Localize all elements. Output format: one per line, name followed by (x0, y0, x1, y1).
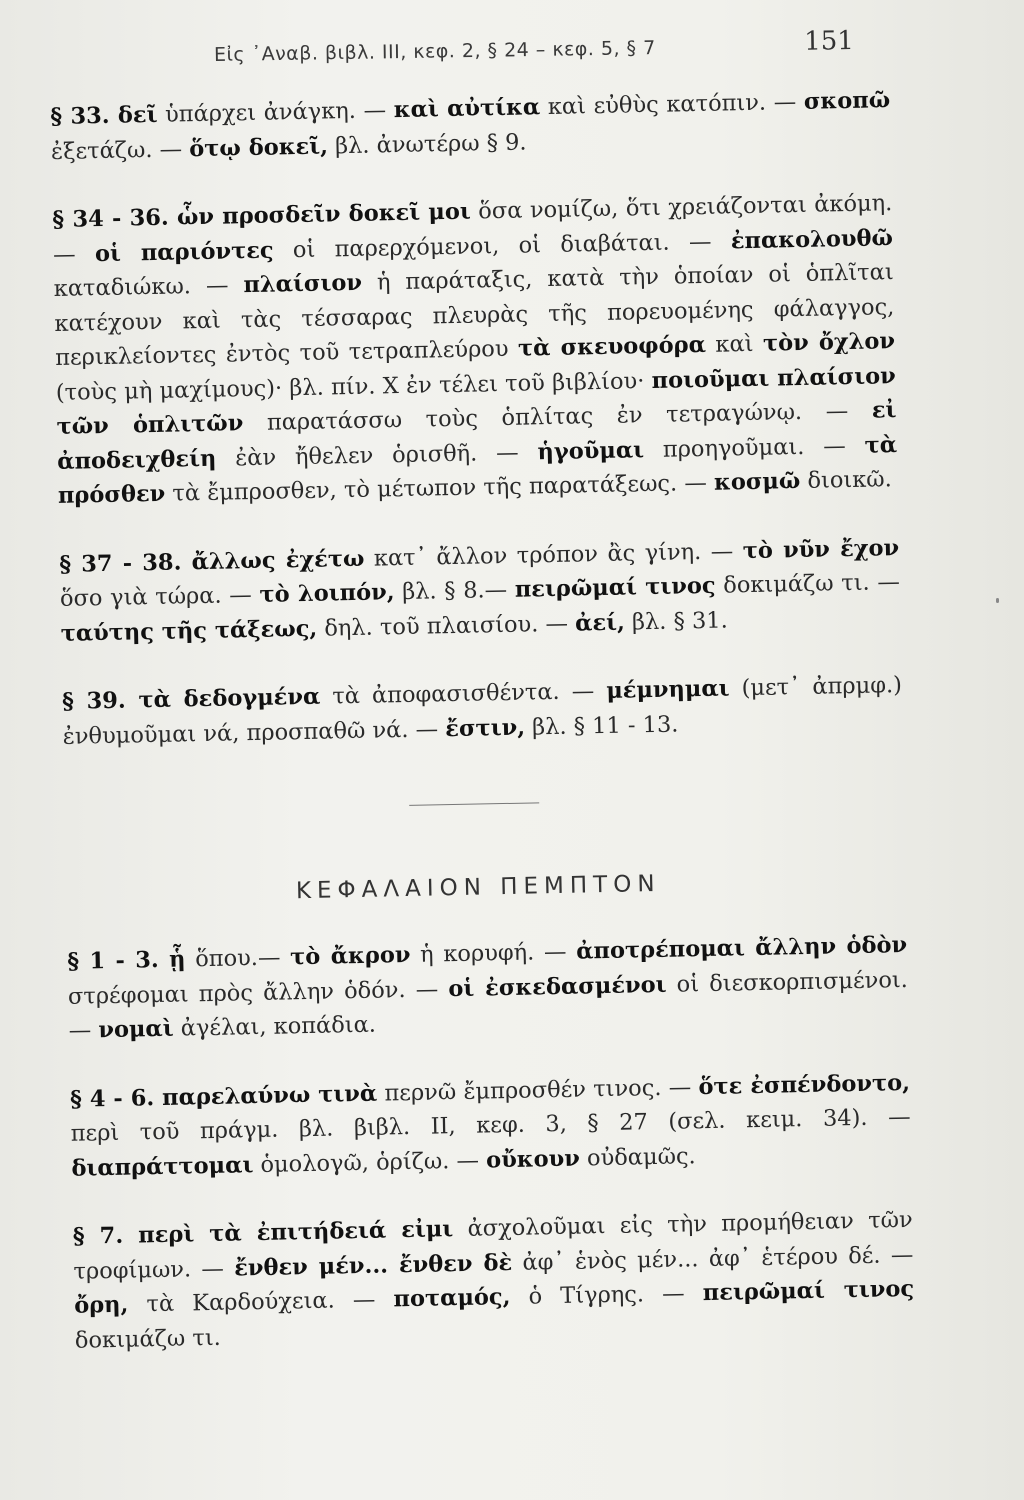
gloss-text: ἀσχολοῦμαι εἰς τὴν προμήθειαν τῶν τροφίμων. — (73, 1206, 913, 1285)
gloss-text: (μετ᾿ ἀπρμφ.) ἐνθυμοῦμαι νά, προσπαθῶ νά. — (62, 672, 903, 750)
headword: τὸν ὄχλον (762, 328, 896, 357)
headword: τὸ ἄκρον (289, 941, 411, 971)
gloss-text: τὰ ἔμπροσθεν, τὸ μέτωπον τῆς παρατάξεως. — (164, 469, 715, 507)
note-entry-39 (62, 668, 903, 754)
headword: ἀποτρέπομαι ἄλλην ὁδὸν (575, 931, 908, 965)
note-entry-4-6 (70, 1065, 912, 1185)
gloss-text: ὑπάρχει ἀνάγκη. — (157, 97, 394, 128)
gloss-text: διοικῶ. (800, 466, 892, 495)
headword: § 4 - 6. παρελαύνω τινὰ (69, 1080, 378, 1113)
running-head: Εἰς ᾿Αναβ. βιβλ. ΙΙΙ, κεφ. 2, § 24 – κεφ. 5, § 7 (213, 37, 656, 66)
page-header (214, 26, 855, 76)
headword: ποταμός, (393, 1284, 511, 1313)
headword: τὸ νῦν ἔχον (742, 534, 900, 564)
gloss-text: καὶ (705, 330, 764, 358)
headword: καὶ αὐτίκα (393, 94, 541, 124)
headword: ποιοῦμαι πλαίσιον τῶν ὁπλιτῶν (56, 362, 896, 440)
gloss-text: ἐὰν ἤθελεν ὁρισθῆ. — (216, 438, 538, 472)
headword: § 39. τὰ δεδογμένα (61, 683, 321, 715)
headword: νομαὶ (98, 1015, 174, 1044)
gloss-text: ὅσο γιὰ τώρα. — (59, 581, 260, 612)
gloss-text: περνῶ ἔμπροσθέν τινος. — (376, 1073, 699, 1107)
headword: πειρῶμαί τινος (702, 1275, 915, 1307)
headword: ἀεί, (574, 609, 626, 637)
gloss-text: ἀφ᾿ ἑνὸς μέν... ἀφ᾿ ἑτέρου δέ. — (511, 1241, 914, 1276)
note-entry-7 (72, 1203, 915, 1358)
headword: ὅτῳ δοκεῖ, (189, 132, 329, 162)
headword: οἱ ἐσκεδασμένοι (448, 971, 667, 1002)
gloss-text: δοκιμάζω τι. — (715, 569, 901, 599)
gloss-text: στρέφομαι πρὸς ἄλλην ὁδόν. — (67, 975, 449, 1010)
headword: § 7. περὶ τὰ ἐπιτήδειά εἰμι (72, 1216, 454, 1250)
headword: § 1 - 3. ᾗ (67, 946, 186, 975)
gloss-text: βλ. § 8.— (394, 576, 516, 606)
headword: ἔστιν, (445, 714, 526, 742)
section-divider (409, 802, 539, 806)
headword: οἱ παριόντες (94, 237, 274, 267)
headword: ἡγοῦμαι (537, 436, 645, 465)
gloss-text: οἱ παρερχόμενοι, οἱ διαβάται. — (273, 227, 732, 264)
gloss-text: παρατάσσω τοὺς ὁπλίτας ἐν τετραγώνῳ. — (243, 397, 873, 437)
gloss-text: ἡ κορυφή. — (410, 938, 577, 968)
gloss-text: ἡ παράταξις, κατὰ τὴν ὁποίαν οἱ ὁπλῖται κατέχουν καὶ τὰς τέσσαρας πλευρὰς τῆς πορευομένης φάλαγγος, περικλείοντες ἐντὸς τοῦ τετραπλεύρου (54, 259, 895, 371)
headword: ὄρη, (73, 1291, 129, 1319)
paper-speck (996, 598, 999, 603)
gloss-text: περὶ τοῦ πράγμ. βλ. βιβλ. ΙΙ, κεφ. 3, § 27 (σελ. κειμ. 34). — (70, 1103, 911, 1147)
gloss-text: προηγοῦμαι. — (643, 432, 865, 463)
gloss-text: ἐξετάζω. — (50, 135, 190, 165)
gloss-text: βλ. § 11 - 13. (524, 711, 679, 741)
headword: μέμνημαι (606, 675, 730, 704)
headword: ταύτης τῆς τάξεως, (60, 615, 318, 647)
gloss-text: καταδιώκω. — (53, 272, 244, 302)
headword: § 33. δεῖ (50, 101, 158, 130)
gloss-text: ὁμολογῶ, ὁρίζω. — (253, 1146, 487, 1178)
chapter-entries (67, 928, 915, 1358)
gloss-text: οἱ διεσκορπισμένοι. — (68, 966, 909, 1044)
headword: τὰ πρόσθεν (57, 431, 898, 509)
gloss-text: δοκιμάζω τι. (74, 1324, 222, 1354)
headword: ἐπακολουθῶ (730, 224, 894, 254)
gloss-text: βλ. ἀνωτέρω § 9. (327, 128, 527, 159)
gloss-text: καὶ εὐθὺς κατόπιν. — (539, 88, 805, 121)
gloss-text: ὅπου.— (185, 944, 291, 973)
gloss-text: ὁ Τίγρης. — (510, 1280, 704, 1310)
gloss-text: κατ᾿ ἄλλον τρόπον ἂς γίνη. — (364, 537, 744, 572)
headword: § 34 - 36. ὧν προσδεῖν δοκεῖ μοι (52, 198, 471, 233)
note-entry-33 (50, 83, 891, 169)
headword: διαπράττομαι (71, 1151, 254, 1182)
headword: § 37 - 38. ἄλλως ἐχέτω (59, 545, 365, 578)
gloss-text: δηλ. τοῦ πλαισίου. — (316, 610, 576, 642)
note-entry-1-3 (67, 928, 909, 1048)
gloss-text: (τοὺς μὴ μαχίμους)· βλ. πίν. Χ ἐν τέλει τοῦ βιβλίου· (55, 367, 652, 406)
commentary-body (50, 83, 915, 1358)
gloss-text: ὅσα νομίζω, ὅτι χρειάζονται ἀκόμη. — (52, 190, 893, 268)
chapter-title: ΚΕΦΑΛΑΙΟΝ ΠΕΜΠΤΟΝ (295, 870, 661, 905)
gloss-text: οὐδαμῶς. (579, 1142, 696, 1172)
page-number: 151 (803, 25, 855, 57)
gloss-text: βλ. § 31. (624, 607, 729, 636)
headword: ὅτε ἐσπένδοντο, (698, 1069, 911, 1100)
headword: σκοπῶ (803, 87, 891, 115)
headword: πειρῶμαί τινος (514, 572, 716, 603)
headword: εἰ ἀποδειχθείη (56, 397, 897, 475)
gloss-text: τὰ ἀποφασισθέντα. — (320, 677, 607, 710)
note-entry-34-36 (52, 186, 898, 513)
gloss-text: τὰ Καρδούχεια. — (128, 1286, 394, 1318)
headword: κοσμῶ (713, 468, 801, 496)
headword: τὸ λοιπόν, (259, 579, 395, 608)
note-entry-37-38 (59, 531, 901, 651)
headword: ἔνθεν μέν... ἔνθεν δὲ (233, 1249, 513, 1282)
headword: πλαίσιον (243, 269, 363, 299)
headword: τὰ σκευοφόρα (517, 331, 707, 362)
gloss-text: ἀγέλαι, κοπάδια. (173, 1011, 377, 1042)
headword: οὔκουν (485, 1145, 581, 1173)
